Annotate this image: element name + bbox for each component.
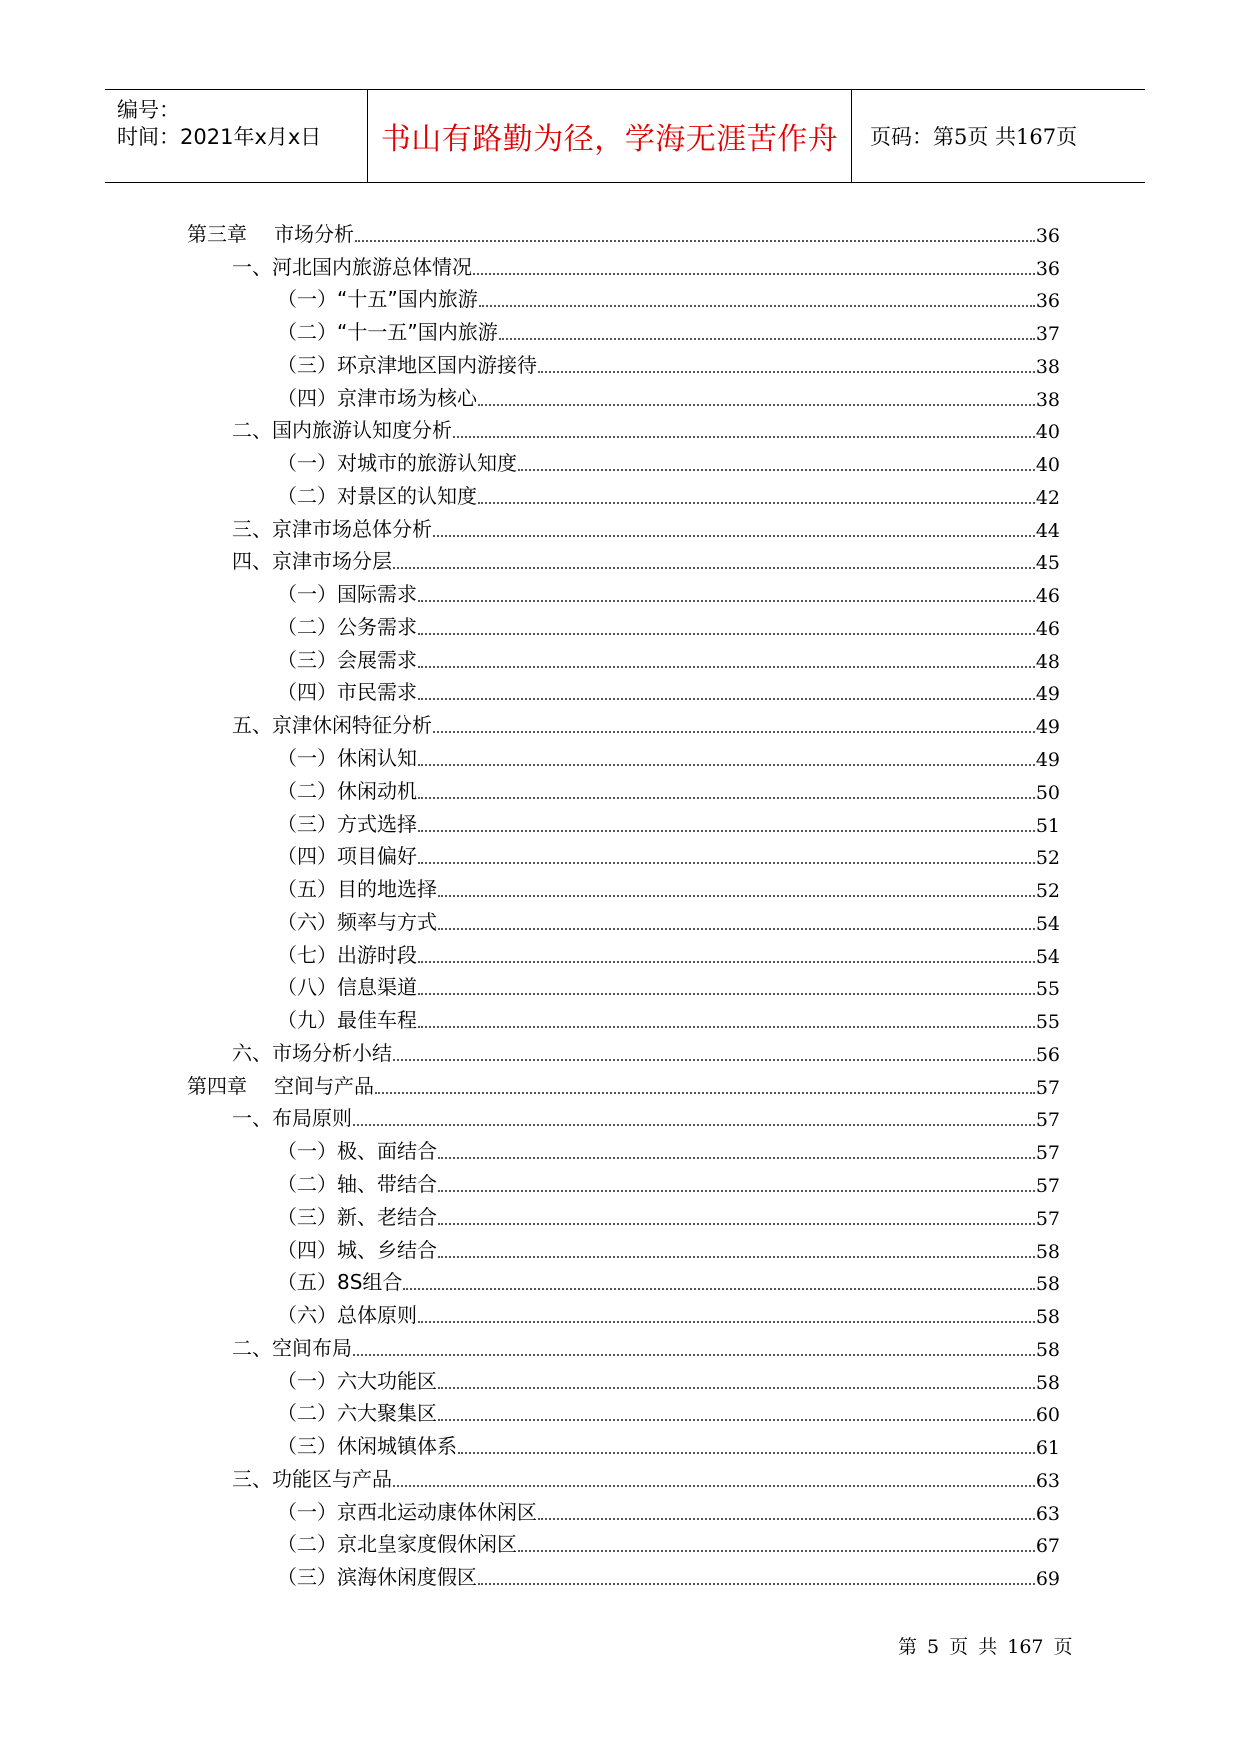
toc-entry-title: （三）环京津地区国内游接待 [277, 352, 537, 377]
toc-page-number: 63 [1035, 1469, 1060, 1492]
toc-entry-title: （五）目的地选择 [277, 877, 437, 902]
toc-page-number: 57 [1035, 1142, 1060, 1165]
toc-entry-title: 五、京津休闲特征分析 [232, 713, 432, 738]
toc-entry[interactable] [187, 771, 1060, 804]
toc-page-number: 54 [1035, 945, 1060, 968]
toc-chapter-label: 第三章 [187, 221, 247, 246]
toc-page-number: 36 [1035, 257, 1060, 280]
toc-entry[interactable] [187, 509, 1060, 542]
toc-page-number: 40 [1035, 421, 1060, 444]
toc-page-number: 58 [1035, 1306, 1060, 1329]
toc-dot-leader [418, 656, 1035, 668]
toc-entry-title: （六）频率与方式 [277, 909, 437, 934]
toc-entry[interactable] [187, 607, 1060, 640]
toc-page-number: 58 [1035, 1240, 1060, 1263]
toc-entry[interactable] [187, 935, 1060, 968]
toc-page-number: 37 [1035, 323, 1060, 346]
toc-entry-title: （八）信息渠道 [277, 975, 417, 1000]
toc-entry-title: （二）“十一五”国内旅游 [277, 320, 498, 345]
toc-entry-title: （一）“十五”国内旅游 [277, 287, 478, 312]
toc-entry[interactable] [187, 1000, 1060, 1033]
toc-dot-leader [418, 787, 1035, 799]
toc-entry[interactable] [187, 542, 1060, 575]
toc-dot-leader [393, 1475, 1035, 1487]
toc-dot-leader [458, 1442, 1035, 1454]
toc-entry-title: （九）最佳车程 [277, 1008, 417, 1033]
toc-dot-leader [518, 1540, 1035, 1552]
toc-dot-leader [538, 361, 1035, 373]
toc-page-number: 56 [1035, 1043, 1060, 1066]
toc-entry[interactable] [187, 1557, 1060, 1590]
toc-entry[interactable] [187, 804, 1060, 837]
toc-entry-title: （二）公务需求 [277, 614, 417, 639]
toc-entry[interactable] [187, 1426, 1060, 1459]
toc-entry-title: （四）市民需求 [277, 680, 417, 705]
toc-page-number: 50 [1035, 781, 1060, 804]
toc-page-number: 49 [1035, 716, 1060, 739]
toc-page-number: 55 [1035, 1011, 1060, 1034]
toc-entry-title: （三）会展需求 [277, 647, 417, 672]
toc-page-number: 40 [1035, 454, 1060, 477]
toc-entry[interactable] [187, 738, 1060, 771]
toc-entry[interactable] [187, 705, 1060, 738]
toc-entry-title: 四、京津市场分层 [232, 549, 392, 574]
toc-entry[interactable] [187, 673, 1060, 706]
table-of-contents [187, 214, 1060, 1590]
toc-entry-title: （一）京西北运动康体休闲区 [277, 1499, 537, 1524]
toc-entry-title: （五）8S组合 [277, 1270, 403, 1295]
toc-entry[interactable] [187, 1131, 1060, 1164]
toc-dot-leader [403, 1278, 1034, 1290]
toc-entry[interactable] [187, 869, 1060, 902]
page-footer: 第 5 页 共 167 页 [898, 1636, 1073, 1658]
toc-entry[interactable] [187, 1066, 1060, 1099]
toc-dot-leader [353, 1114, 1035, 1126]
toc-entry[interactable] [187, 411, 1060, 444]
toc-page-number: 44 [1035, 519, 1060, 542]
toc-dot-leader [433, 721, 1035, 733]
toc-entry[interactable] [187, 1033, 1060, 1066]
header-motto: 书山有路勤为径，学海无涯苦作舟 [380, 122, 839, 157]
toc-dot-leader [438, 1180, 1035, 1192]
toc-entry-title: （二）京北皇家度假休闲区 [277, 1532, 517, 1557]
toc-entry[interactable] [187, 1230, 1060, 1263]
toc-dot-leader [538, 1508, 1035, 1520]
toc-page-number: 58 [1035, 1338, 1060, 1361]
toc-page-number: 54 [1035, 912, 1060, 935]
toc-dot-leader [418, 590, 1035, 602]
toc-page-number: 67 [1035, 1535, 1060, 1558]
toc-entry-title: 二、国内旅游认知度分析 [232, 418, 452, 443]
toc-dot-leader [499, 328, 1035, 340]
toc-dot-leader [375, 1082, 1035, 1094]
toc-entry-title: 二、空间布局 [232, 1335, 352, 1360]
toc-page-number: 36 [1035, 290, 1060, 313]
toc-dot-leader [478, 1573, 1035, 1585]
toc-page-number: 51 [1035, 814, 1060, 837]
toc-chapter-title: 市场分析 [274, 221, 354, 246]
toc-dot-leader [418, 1016, 1035, 1028]
toc-entry-title: （一）国际需求 [277, 582, 417, 607]
toc-dot-leader [438, 1409, 1035, 1421]
toc-page-number: 36 [1035, 224, 1060, 247]
toc-dot-leader [418, 1311, 1035, 1323]
toc-dot-leader [438, 1147, 1035, 1159]
toc-entry[interactable] [187, 345, 1060, 378]
toc-dot-leader [393, 1049, 1035, 1061]
toc-dot-leader [353, 1344, 1035, 1356]
toc-entry-title: （一）休闲认知 [277, 746, 417, 771]
toc-entry-title: （四）项目偏好 [277, 844, 417, 869]
toc-entry[interactable] [187, 378, 1060, 411]
toc-dot-leader [478, 394, 1035, 406]
toc-entry-title: （四）城、乡结合 [277, 1237, 437, 1262]
toc-entry-title: （六）总体原则 [277, 1303, 417, 1328]
toc-entry[interactable] [187, 1164, 1060, 1197]
toc-dot-leader [473, 263, 1035, 275]
toc-entry[interactable] [187, 574, 1060, 607]
header-page-cell [852, 90, 1145, 182]
toc-entry[interactable] [187, 1459, 1060, 1492]
toc-entry-title: （二）轴、带结合 [277, 1171, 437, 1196]
toc-dot-leader [433, 525, 1035, 537]
toc-entry-title [187, 1070, 374, 1099]
toc-dot-leader [418, 623, 1035, 635]
toc-chapter-label: 第四章 [187, 1073, 247, 1098]
toc-page-number: 69 [1035, 1568, 1060, 1591]
toc-entry[interactable] [187, 280, 1060, 313]
toc-entry[interactable] [187, 1525, 1060, 1558]
toc-entry[interactable] [187, 312, 1060, 345]
toc-entry[interactable] [187, 476, 1060, 509]
toc-entry-title: 六、市场分析小结 [232, 1040, 392, 1065]
toc-page-number: 45 [1035, 552, 1060, 575]
toc-dot-leader [479, 295, 1035, 307]
toc-entry-title: 一、河北国内旅游总体情况 [232, 254, 472, 279]
toc-page-number: 38 [1035, 388, 1060, 411]
toc-page-number: 57 [1035, 1109, 1060, 1132]
toc-chapter-title: 空间与产品 [274, 1073, 374, 1098]
toc-entry-title: （二）休闲动机 [277, 778, 417, 803]
header-left-cell [105, 90, 368, 182]
toc-page-number: 58 [1035, 1273, 1060, 1296]
toc-entry-title: （一）极、面结合 [277, 1139, 437, 1164]
toc-dot-leader [418, 688, 1035, 700]
toc-dot-leader [393, 557, 1035, 569]
toc-dot-leader [418, 820, 1035, 832]
toc-page-number: 58 [1035, 1371, 1060, 1394]
toc-dot-leader [418, 983, 1035, 995]
toc-entry-title: （一）六大功能区 [277, 1368, 437, 1393]
toc-page-number: 57 [1035, 1076, 1060, 1099]
toc-page-number: 49 [1035, 749, 1060, 772]
toc-dot-leader [438, 885, 1035, 897]
toc-entry[interactable] [187, 640, 1060, 673]
toc-entry-title: （二）对景区的认知度 [277, 483, 477, 508]
toc-page-number: 46 [1035, 617, 1060, 640]
toc-entry[interactable] [187, 1099, 1060, 1132]
toc-dot-leader [518, 459, 1035, 471]
toc-dot-leader [418, 852, 1035, 864]
toc-page-number: 52 [1035, 847, 1060, 870]
toc-dot-leader [438, 918, 1035, 930]
toc-entry[interactable] [187, 968, 1060, 1001]
toc-entry[interactable] [187, 1295, 1060, 1328]
toc-entry-title: （二）六大聚集区 [277, 1401, 437, 1426]
toc-entry[interactable] [187, 1361, 1060, 1394]
toc-dot-leader [438, 1246, 1035, 1258]
toc-page-number: 57 [1035, 1207, 1060, 1230]
toc-dot-leader [478, 492, 1035, 504]
toc-dot-leader [418, 951, 1035, 963]
toc-entry-title: （三）方式选择 [277, 811, 417, 836]
toc-entry-title: （一）对城市的旅游认知度 [277, 451, 517, 476]
header-page-info: 页码：第5页 共167页 [870, 125, 1078, 149]
toc-entry-title [187, 218, 354, 247]
toc-page-number: 46 [1035, 585, 1060, 608]
toc-dot-leader [438, 1213, 1035, 1225]
toc-entry-title: （三）休闲城镇体系 [277, 1434, 457, 1459]
toc-dot-leader [418, 754, 1035, 766]
toc-dot-leader [453, 426, 1035, 438]
toc-entry[interactable] [187, 1197, 1060, 1230]
toc-entry-title: 三、功能区与产品 [232, 1466, 392, 1491]
toc-page-number: 42 [1035, 486, 1060, 509]
toc-page-number: 63 [1035, 1502, 1060, 1525]
toc-page-number: 52 [1035, 880, 1060, 903]
toc-entry-title: （三）滨海休闲度假区 [277, 1565, 477, 1590]
toc-entry[interactable] [187, 214, 1060, 247]
toc-entry[interactable] [187, 902, 1060, 935]
toc-page-number: 38 [1035, 355, 1060, 378]
toc-entry[interactable] [187, 1492, 1060, 1525]
toc-entry[interactable] [187, 1263, 1060, 1296]
toc-page-number: 49 [1035, 683, 1060, 706]
toc-entry-title: （三）新、老结合 [277, 1204, 437, 1229]
document-header [105, 89, 1145, 183]
toc-page-number: 60 [1035, 1404, 1060, 1427]
toc-entry[interactable] [187, 1328, 1060, 1361]
toc-dot-leader [355, 230, 1035, 242]
toc-entry[interactable] [187, 837, 1060, 870]
toc-entry-title: 三、京津市场总体分析 [232, 516, 432, 541]
toc-dot-leader [438, 1377, 1035, 1389]
document-time-label: 时间：2021年x月x日 [117, 125, 322, 149]
toc-entry[interactable] [187, 247, 1060, 280]
toc-page-number: 48 [1035, 650, 1060, 673]
header-motto-cell [368, 90, 852, 182]
toc-entry[interactable] [187, 1394, 1060, 1427]
toc-page-number: 61 [1035, 1437, 1060, 1460]
toc-entry-title: （七）出游时段 [277, 942, 417, 967]
toc-page-number: 57 [1035, 1174, 1060, 1197]
toc-page-number: 55 [1035, 978, 1060, 1001]
toc-entry[interactable] [187, 443, 1060, 476]
toc-entry-title: 一、布局原则 [232, 1106, 352, 1131]
document-number-label: 编号： [117, 98, 180, 122]
toc-entry-title: （四）京津市场为核心 [277, 385, 477, 410]
